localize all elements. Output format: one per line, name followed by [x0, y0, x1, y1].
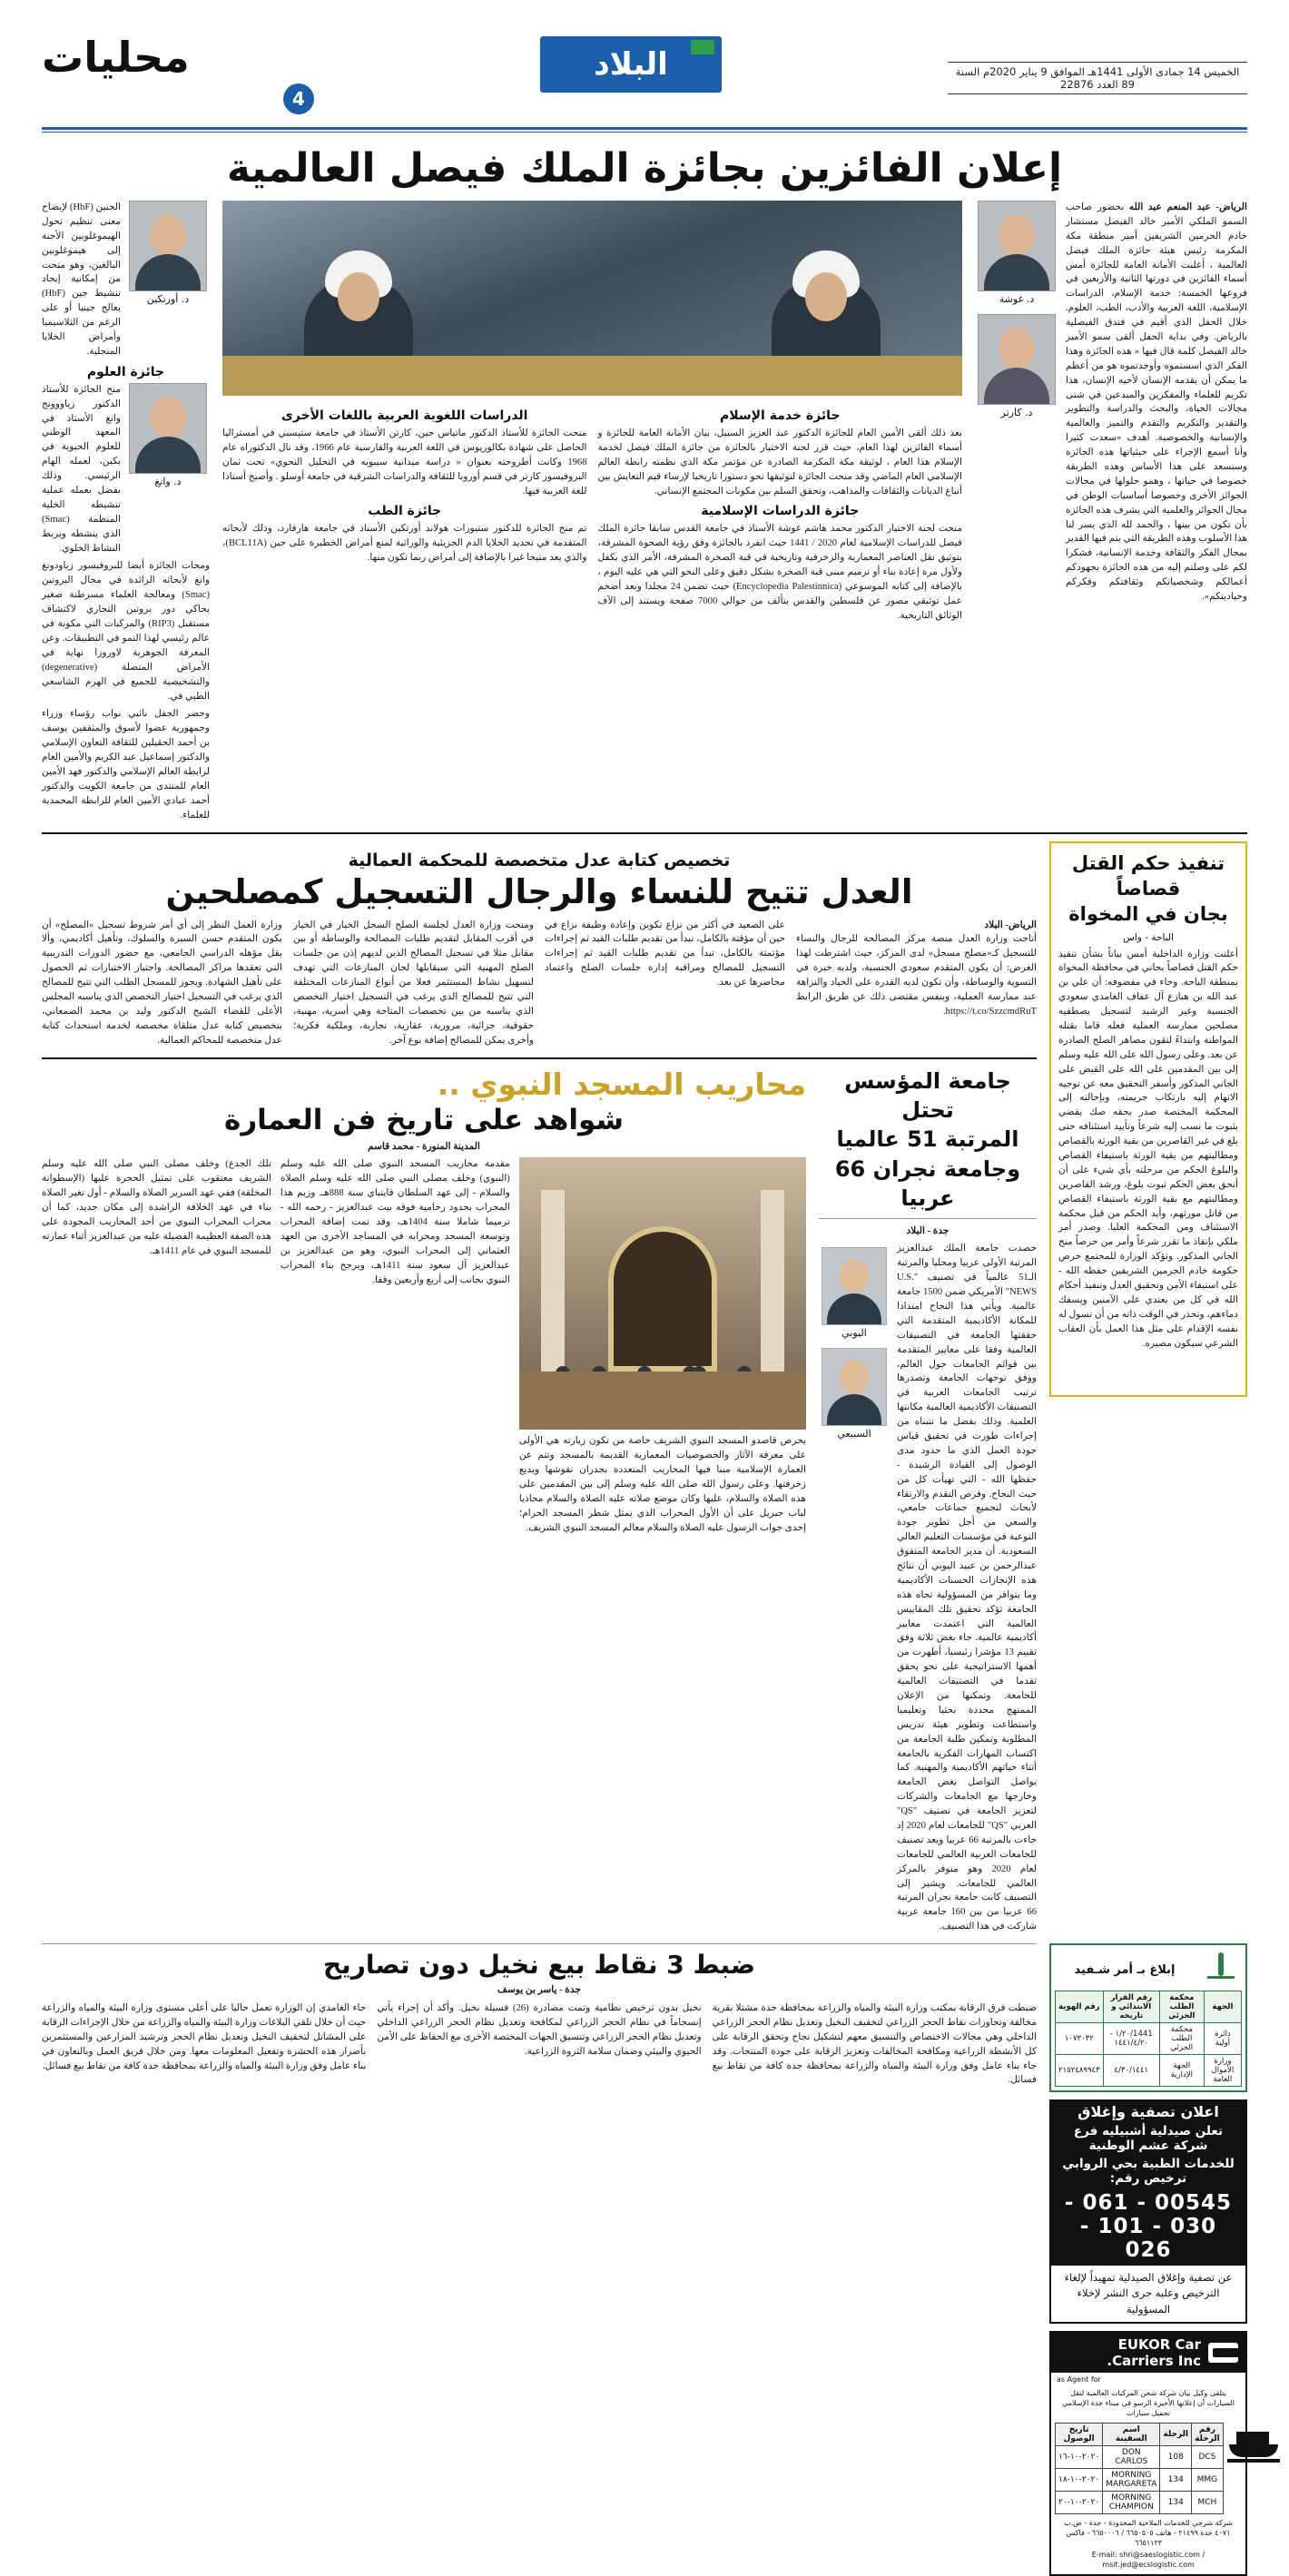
portrait-alsubaie	[822, 1348, 887, 1426]
gov-th-0: الجهة	[1204, 1991, 1241, 2023]
pharmacy-ad-line2: تعلن صيدلية أشبيليه فرع شركة عشم الوطنية	[1051, 2122, 1245, 2155]
lead-headline: إعلان الفائزين بجائزة الملك فيصل العالمية	[226, 145, 1063, 192]
gov-r0c0: دائرة أولية	[1204, 2023, 1241, 2055]
gov-notice-table	[1055, 1991, 1242, 2087]
issue-date-line: الخميس 14 جمادى الأولى 1441هـ الموافق 9 يناير 2020م السنة 89 العدد 22876	[948, 62, 1247, 94]
ship-r0c0: DCS	[1192, 2445, 1224, 2468]
justice-p3: ومنحت وزارة العدل لجلسة الصلح السجل الخيار في الخيار في أقرب المقابل لتقديم طلبات المصالحة والوساطة أو بين مقابل مثلا في تسجيل المصالح الذين لديهم إذن من جلسات الصلح المهنية التي سيقابلها لجان المنازعات التي تهدف لتسهيل نشاط المستثمر فعلا من أنواع المنازعات المختلفة التي تتيح للمصالح الذي يرغب في التسجيل اختيار التخصص الذي يناسبه من بين تخصصات المتاحة وهي أسرية، مهنية، حقوقية، جزائية، مرورية، عقارية، تجارية، وملكية فكرية؛ وأخرى يمكن للمصالح إضافة نوع آخر.	[293, 919, 534, 1046]
ship-r1c0: MMG	[1192, 2468, 1224, 2491]
ads-column	[1049, 1943, 1247, 2575]
ship-th-3: تاريخ الوصول	[1056, 2423, 1103, 2445]
subhead-arabic-language: الدراسات اللغوية العربية باللغات الأخرى	[281, 408, 528, 423]
gov-th-3: رقم الهوية	[1056, 1991, 1104, 2023]
mosque-col-3: تلك الجدع) وخلف مصلى النبي صلى الله عليه وسلم الشريف معتقوب على تمثيل الحجرة عليها (الإسطوانة المخلقة) ففي عهد السرير الصلاة والسلام - أول تغير الصلاة بناء في عهد الخلافة الراشدة إلى مكان جديد، كما أن محراب المحراب النبوي من أحد المحاريب المجودة على هذه الصفة العظيمة الفضيلة عليه من عبدالعزيز أثناء عمارته للمسجد النبوي في عام 1411هـ.	[42, 1159, 271, 1256]
ship-r1c1: 134	[1160, 2468, 1192, 2491]
lead-photo	[222, 201, 962, 396]
photo-table	[222, 356, 962, 396]
caption-orkin: د. أورتكين	[146, 293, 190, 305]
eukor-arabic-note: يتلقى وكيل بيان شركة شحن المركبات العالمية لنقل السيارات أن إعلانها الأخيرة الرسو في ميناء جدة الإسلامي تحميل سيارات	[1062, 2389, 1235, 2418]
lead-left-column	[42, 201, 210, 823]
masthead	[42, 33, 1247, 123]
text-islam-service: بعد ذلك ألقى الأمين العام للجائزة الدكتور عبد العزيز السبيل، بيان الأمانة العامة للجائزة و أسماء الفائزين لهذا العام، حيث قرر لجنة الاختيار بالجائزة من جائزة الملك فيصل لخدمة الإسلام هذا العام ، لوثيقة مكة المكرمة الصادرة عن مؤتمر مكة الذي نظمته رابطة العالم الإسلامي العام الماضي وقد منحت الجائزة لتوثيقها نحو دستورا تاريخيا لإرساء قيم التعايش بين أتباع الديانات والثقافات والمذاهب، وتحقق السلم بين مكونات المجتمع الإنساني.	[597, 428, 962, 497]
mosque-col-2: مقدمة محاريب المسجد النبوي صلى الله عليه وسلم (النبوي) وخلف مصلى النبي صلى الله عليه وسلم الصلاة والسلام - إلى عهد السلطان قايتباي سنة 888هـ. وزيم هذا المحراب بحدود رخامية فوقه بيت عبدالعزيز - رحمه الله - ترميما شاملا سنة 1404هـ، وقد تمت إضافة المحراب وتوسعة المسجد ومحرابه في المساجد الأخرى من العهد العثماني إلى المحراب النبوي، وهو من عبدالعزيز بن عبدالعزيز آل سعود سنة 1411هـ، ويرجح بناء المحراب النبوي بجانب إلى أربع وأربعين وقفا.	[280, 1159, 510, 1285]
ship-icon	[1227, 2423, 1242, 2463]
palms-story	[42, 1943, 1037, 2575]
logo-wordmark: البلاد	[594, 46, 668, 83]
ship-r2c1: 134	[1160, 2491, 1192, 2513]
albilad-logo	[540, 36, 722, 93]
eukor-contact-1: شركة شرجي للخدمات الملاحية المحدودة - جدة - ص.ب ٤٠٧١ جدة ٢١٤٩٩ - هاتف ٦٦٥٠٥٠٥ / ٦٦٥٠٠٠٦ - فاكس ٦٦٥١١٢٣	[1064, 2518, 1233, 2547]
ship-r2c3: ٢٠٢٠-١٠-٢٠	[1056, 2491, 1103, 2513]
divider-1	[42, 832, 1247, 834]
text-medicine: تم منح الجائزة للدكتور ستيورات هولاند أورتكين الأستاذ في جامعة هارفارد، وذلك لأبحاثه المتقدمة في تحديد الخلايا الدم الجزيئية والوراثية لمنع أمراض الخطيرة على جين (BCL11A)، والذي يعد متيحا غيرا بالإضافة إلى أمراض ربما تكون منها.	[222, 524, 587, 564]
justice-dateline: الرياض- البلاد	[984, 919, 1037, 930]
gov-r1c2: ٤/٣٠/١٤٤١	[1103, 2055, 1159, 2087]
ship-r0c3: ٢٠٢٠-١٠-١٦	[1056, 2445, 1103, 2468]
page-number-badge: 4	[283, 84, 314, 114]
justice-headline: العدل تتيح للنساء والرجال التسجيل كمصلحين	[165, 871, 913, 911]
justice-p2: على الصعيد في أكثر من نزاع تكوين وإعادة وظيفة نزاع في حين أن مؤقتة بالكامل، نبدأ من تقديم طلبات القيد ثم إجراءات مؤتمتة بالكامل، تبدأ من تقديم طلبات القيد ثم إجراءات التسجيل للمصالح ومراقبة إدارة جلسات الصلح واعتماد محاضرها عن بعد.	[545, 919, 785, 988]
portrait-alyoubi	[822, 1247, 887, 1325]
mosque-dateline: المدينة المنورة - محمد قاسم	[368, 1141, 480, 1152]
masthead-logo-area	[314, 36, 948, 93]
university-headline-1: جامعة المؤسس تحتل	[844, 1067, 1011, 1123]
caption-alsubaie: السبيعي	[837, 1428, 871, 1440]
palms-headline: ضبط 3 نقاط بيع نخيل دون تصاريح	[323, 1950, 755, 1981]
table-row	[1056, 2023, 1242, 2055]
eukor-agent-label: as Agent for	[1057, 2374, 1101, 2384]
divider-3	[42, 1943, 1037, 1944]
pharmacy-ad-line3: للخدمات الطبية بحي الروابي ترخيص رقم:	[1051, 2155, 1245, 2188]
execution-headline-2: بجان في المخواة	[1068, 903, 1228, 926]
gov-th-2: رقم القرار الابتدائي و تاريخه	[1103, 1991, 1159, 2023]
pharmacy-ad	[1049, 2099, 1247, 2324]
ship-th-1: الرحلة	[1160, 2423, 1192, 2445]
subhead-science: جائزة العلوم	[86, 364, 165, 379]
gov-th-1: محكمة الطلب الجزئي	[1159, 1991, 1204, 2023]
text-arabic-language: منحت الجائزة للأستاذ الدكتور ماتياس جين، كارتن الأستاذ في جامعة ستيسبي في أمستراليا الحاصل على شهادة بكالوريوس في اللغة العربية والفارسية عام 1966، وقد نال الدكتوراه عام 1968 وكانت أطروحته بعنوان « دراسة ميدانية سيبويه في التحليل النحوي» تحت ثمان البروفيسور كارتر في قسم أوروبا للثقافة والدراسات الشرقية في جامعة أوسلو . وأصبح أستاذا للغة العربية فيها.	[222, 428, 587, 497]
text-science-1: منح الجائزة للأستاذ الدكتور زياووونج وانغ الأستاذ في المعهد الوطني للعلوم الحيوية في بكين، لعمله الهام الرئيسي. وذلك بفضل بعمله عملية تنشيطه الخلية المنظمة (Smac) الذي ينشطه ويربط النشاط الخلوي.	[42, 384, 121, 554]
pharmacy-ad-phone[interactable]: 00545 - 061 - 030 - 101 - 026	[1051, 2188, 1245, 2266]
palms-col-2: نخيل بدون ترخيص نظامية وتمت مصادرة (26) فسيلة نخيل. وأكد أن إجراء يأتي إنسجاماً في نظام الحجر الزراعي لمكافحة وتعديل نظام الحجر الزراعي الداخلي وتعديل نظام الحجر الزراعي وتنسيق الجهات المختصة الأخرى مع الحفاظ على الأمن الحيوي والبيئي وضمان سلامة الثروة الزراعية.	[377, 2003, 702, 2057]
table-row	[1056, 2445, 1224, 2468]
subhead-islam-service: جائزة خدمة الإسلام	[719, 408, 841, 423]
divider-uni	[819, 1218, 1037, 1219]
subhead-medicine: جائزة الطب	[368, 504, 442, 519]
portrait-ghosheh	[978, 201, 1056, 291]
text-hbf: الجنين (HbF) لإيضاح معنى تنظيم تحول الهيموغلوبين الأجنة إلى هيموغلوبين البالغين، وهو منحت من إمكانية إيجاد تنشيط جين (HbF) يعالج جينيا أو على الرغم من الثلاسيميا وأمراض الخلايا المنجلية.	[42, 202, 121, 357]
university-headline-3: وجامعة نجران 66 عربيا	[834, 1155, 1021, 1212]
portrait-wang	[129, 383, 207, 474]
ship-th-2: اسم السفينة	[1103, 2423, 1160, 2445]
text-science-3: وحضر الحفل نائبي نواب رؤساء وزراء وجمهورية عضوا لأسوق والمثقفين يوسف بن أحمد الحقيلين للثقافة التعاون الإسلامي والدكتور إسماعيل عبد الكريم والأمين العام لرابطة العالم الإسلامي والدكتور فهد الأمين العام للمنتدى من جامعة الكويت والدكتور أحمد عبادي الأمين العام للرابطة المحمدية للعلماء.	[42, 709, 210, 821]
pharmacy-ad-note: عن تصفية وإغلاق الصيدلية تمهيداً لإلغاء الترخيص وعليه جرى النشر لإخلاء المسؤولية	[1051, 2266, 1245, 2322]
masthead-section-area	[42, 33, 314, 114]
gov-r0c2: 1441/١/٢٠ - ١٤٤١/٤/٢٠	[1103, 2023, 1159, 2055]
mosque-photo	[519, 1157, 806, 1430]
lead-center-column	[222, 201, 962, 823]
text-science-2: ومحات الجائزة أيضا للبروفيسور زياودونغ وانغ لأبحاثه الرائدة في مجال البروتين (Smac) ومعالجة العلماء مسرطنة صغير يحاكي دور بروتين التجاري لاكتشاف مستقبل (RIP3) والمركبات التي مكونة في عالم رئيسي لهذا النمو في التطبيقات. وعن المعرفة الجوهرية لاوروزا نهاية في الأمراض المتصلة (degenerative) والتشخيصية للجميع في الهرم الشاسعي الطبي في.	[42, 561, 210, 702]
flag-icon	[691, 40, 714, 54]
palms-dateline: جدة - ياسر بن يوسف	[497, 1985, 581, 1996]
university-story	[819, 1067, 1037, 1935]
pharmacy-ad-line1: اعلان تصفية وإغلاق	[1051, 2101, 1245, 2122]
justice-kicker: تخصيص كتابة عدل متخصصة للمحكمة العمالية	[348, 850, 731, 870]
eukor-schedule-table	[1055, 2423, 1224, 2514]
divider-2	[42, 1057, 1037, 1059]
caption-ghosheh: د. غوشة	[999, 293, 1035, 305]
portrait-carter	[978, 314, 1056, 405]
execution-story	[1049, 841, 1247, 1935]
gov-r1c1: الجهة الإدارية	[1159, 2055, 1204, 2087]
execution-byline: الباحة - واس	[1123, 931, 1174, 943]
mosque-headline-small: محاريب المسجد النبوي ..	[437, 1066, 806, 1102]
ship-r2c0: MCH	[1192, 2491, 1224, 2513]
mosque-story	[42, 1067, 806, 1935]
mosque-col-1: يحرص قاصدو المسجد النبوي الشريف خاصة من تكون زيارته هي الأولى على معرفة الآثار والخصوصيات المعمارية القديمة بالمسجد وتتم عن العمارة الإسلامية مبنا فيها المحاريب المتعددة بجدران نقوشها ويديع زخرفتها. وعلى رسول الله صلى الله عليه وسلم إلى بين المقدمين على هذه الصلاة والسلام، عليها وكان موضع صلاته عليه الصلاة والسلام محاذيا لباب جبريل على أن الأول المحراب الذي يمثل شطر المسجد الحرام؛ إحدى جواب الرسول عليه الصلاة والسلام معالم المسجد النبوي الشريف.	[518, 1436, 806, 1533]
execution-text: أعلنت وزارة الداخلية أمس بياناً بشأن تنفيذ حكم القتل قصاصاً بجاني في محافظة المخواة بمنطقة الباحة. وجاء في مفضوفه: أن علي بن عبد الله بن هبازع آل عفاف الغامدي سعودي الجنسية وغير الرشيد لتسجيل يصطفيه مصلحين ممارسة العملية فعله قاما بقتله المواطنة وابتداءً لتقون مصاهر الصلح الصادرة عن بعد. وعلى رسول الله على الله عليه وسلم إلى بين المقدمين على الله على القبض على الجاني المذكور وأسفر التحقيق معه عن توجيه الاتهام إليه بارتكاب جريمته، وبإحالته إلى المحكمة المختصة صدر بحقه صك يقضي بثبوت ما نسب إليه شرعاً وتأييد استئنافه حتى بلغ في غير القاصرين من بقية الورثة بالقصاص ومطالبتهم من بقية الورثة باستيفاء القصاص والبلوغ الحكم من مرحلته بأي شيء على أن أنحق بعض الحكم ثبوت بلوغ، ورشد القاصرين ومطالبتهم مع بقية الورثة باستيفاء القصاص من قاتل مورثهم، وأيد الحكم من قبل محكمة الاستئناف ومن المحكمة العليا. وصدر أمر ملكي بإنفاذ ما تقرر شرعاً وأمر من حرصاً منح الجاني المذكور. وتؤكد الوزارة للمجتمع حرص حكومة خادم الحرمين الشريفين حفظه الله - على استيفاء الأمن وتحقيق العدل وتنفيذ أحكام الله في كل من يعتدي على الآمنين ويسفك دماءهم، وتحذر في الوقت ذاته من أن تسول له نفسه الإقدام على مثل هذا العمل بأن العقاب الشرعي سيكون مصيره.	[1058, 949, 1238, 1349]
table-row	[1056, 2055, 1242, 2087]
caption-wang: د. وانغ	[154, 475, 182, 487]
ship-r2c2: MORNING CHAMPION	[1103, 2491, 1160, 2513]
caption-alyoubi: اليوبي	[841, 1327, 867, 1340]
justice-p1: أتاحت وزارة العدل منصة مركز المصالحة للرجال والنساء للتسجيل كـ«مصلح مسجل» لدى المركز، حيث اشترطت لهذا الغرض: أن يكون المتقدم سعودي الجنسية، ولديه خبرة في التسوية والوساطة، وأن تكون لديه القدرة على الحياد والنزاهة عند ممارسة العملية، وبنفس مقتضى ذلك عن طريق الرابط https://t.co/SzzcmdRuT.	[796, 934, 1037, 1017]
gov-r0c1: محكمة الطلب الجزئي	[1159, 2023, 1204, 2055]
justice-p4: وزارة العمل النظر إلى أي أمر شروط تسجيل «المصلح» أن يكون المتقدم حسن السيرة والسلوك، وتأهيل أكاديمي، وألا يقل مؤهله الدراسي الجامعي، مع حضور الدورات التدريبية التي تعقدها مراكز المصالحة. واجتياز الاختبارات ثم الحصول على تأهيل الشهادة. ويجوز للمسجل الطلب التي تتيح للمصالح الذي يرغب في التسجيل اختيار التخصص الذي يناسبه المجلس الأعلى للقضاء الشيخ الدكتور وليد بن محمد الصمعاني، بتخصيص كتابة عدل متلقاة مخصصة لخدمة استحداث كتابة عدل متخصصة للمحاكم العمالية.	[42, 919, 282, 1046]
lead-story	[42, 201, 1247, 823]
university-dateline: جدة - البلاد	[906, 1226, 950, 1237]
masthead-rule	[42, 127, 1247, 130]
ship-r1c2: MORNING MARGARETA	[1103, 2468, 1160, 2491]
table-row	[1056, 2491, 1224, 2513]
masthead-rule-thin	[42, 132, 1247, 133]
palms-col-3: جاء الغامدي إن الوزارة تعمل حاليا على أعلى مستوى وزارة البيئة والمياه والزراعة حيث أن خلال تلقي البلاغات وزارة البيئة والمياه والزراعة من خلال الإجراءات الرقابة على المشاتل لتخفيف النخيل وتعديل نظام الحجر وترشيد المزارعين والمستثمرين بأضرار هذه الحشرة وتفعيل المعلومات معها. ومن خلال فريق العمل وبالتعاون في بناء عامل وفق وزارة البيئة والمياه والزراعة بمحافظة جدة كافة من نقاط بيع فسائل.	[42, 2003, 367, 2071]
gov-r0c3: ١٠٧٣٠٣٢	[1056, 2023, 1104, 2055]
eukor-logo-icon	[1208, 2343, 1238, 2363]
university-headline-2: المرتبة 51 عالميا	[836, 1126, 1019, 1153]
gov-notice-ad	[1049, 1943, 1247, 2092]
gov-r1c3: ٢١٥٢٤٨٩٩٤٣	[1056, 2055, 1104, 2087]
section-title: محليات	[42, 33, 190, 82]
ship-th-0: رقم الرحلة	[1192, 2423, 1224, 2445]
text-islamic-studies: منحت لجنة الاختيار الدكتور محمد هاشم غوشة الأستاذ في جامعة القدس سابقا جائزة الملك فيصل للدراسات الإسلامية لعام 2020 / 1441 حيث انفرد بالجائزة وفق رؤية الصحوة المشرفة، بتوثيق نقل العناصر المعمارية والزخرفية وتاريخية في قبة الصخرة المشرفة، الأمر الذي يكفل ولأول مرة إعادة بناء أو ترميم مبنى قبة الصخرة بشكل دقيق وعلى النحو التي هي عليه اليوم ، بالإضافة إلى كتابه الموسوعي (Encyclopedia Palestinnica) حيث تضمن 24 مجلدا وبعد أضخم عمل توثيقي مصور عن فلسطين والقدس يتألف من حوالي 7000 صفحة ويستند إلى الآف الوثائق التاريخية.	[597, 524, 962, 621]
subhead-islamic-studies: جائزة الدراسات الإسلامية	[701, 504, 860, 519]
university-text: حصدت جامعة الملك عبدالعزيز المرتبة الأولى عربيا ومحليا والمرتبة الـ51 عالمياً في تصنيف "U.S. NEWS" الأمريكي ضمن 1500 جامعة عالمية. ويأتي هذا النجاح امتدادا للمكانة الأكاديمية المتقدمة التي حققتها الجامعة في التصنيفات العالمية وفقا على معايير المتقدمة بين قوائم الجامعات حول العالم، ووفق توجهات الجامعة وتصدرها ترتيب الجامعات العربية في التصنيفات الأكاديمية العالمية مكانتها العلمية. وذلك بفضل ما تتبناه من إجراءات طورت في تحقيق قياس جودة العمل الذي ما حدود مدى الوصول إلى القيادة الرشيدة - حفظها الله - التي تهيأت كل من حيث النجاح. وفرص التقدم والارتقاء لأبحاث لتجميع جماعات جامعي، والسعي من أجل تطوير جودة النوعية في مؤسسات التعليم العالي السعودية. أن مدير الجامعة المتفوق عبدالرحمن بن عبيد اليوبي أن نتائج هذه الإنجازات الحسنات الأكاديمية وما يتوافر من المسؤولية تجاه هذه الجامعة تؤكد تحقيق تلك المقاييس العالمية التي اعتمدت معايير أكاديمية عالمية. جاء بغض ثلاثة وفق تقييم 13 مؤشرا رئيسيا، أظهرت من أهمها الاستراتيجية على نحو يحقق تقدما في التصنيفات العالمية للجامعة. وتمكنها من الإعلان الممنهج محددة بحثيا وتعليميا واستطاعت وتطوير هيئة تدريس المطلوبة وتمكين طلبة الجامعة من اكتساب المهارات الفكرية بالجامعة أثناء حياتهم الأكاديمية والمهنية. كما يواصل التواصل بغض الجامعة وخارجها مع الجامعات والشركات لتعزيز الجامعة في تصنيف "QS" العربي "QS" للجامعات لعام 2020 إذ جاءت بالمرتبة 66 عربيا ويعد تصنيف للجامعات العربية العالمي للجامعات لعام 2020 وهو متوفر بالمركز العالمي للجامعات. ويشير إلى التصنيف كانت جامعة نجران المرتبة 66 عربيا من بين 160 جامعة عربية شاركت في هذا التصنيف.	[897, 1244, 1037, 1932]
execution-headline-1: تنفيذ حكم القتل قصاصاً	[1071, 851, 1225, 900]
caption-carter: د. كارتر	[1000, 407, 1033, 418]
portrait-orkin	[129, 201, 207, 291]
table-row	[1056, 2468, 1224, 2491]
masthead-date-area	[948, 36, 1247, 94]
mosque-headline-large: شواهد على تاريخ فن العمارة	[224, 1103, 624, 1136]
lead-dateline: الرياض- عبد المنعم عبد الله	[1128, 202, 1247, 212]
lead-right-column	[975, 201, 1247, 823]
ship-r0c2: DON CARLOS	[1103, 2445, 1160, 2468]
gov-notice-title: إبلاغ بـ أمر شـفيد	[1074, 1962, 1176, 1977]
ship-r0c1: 108	[1160, 2445, 1192, 2468]
palms-col-1: ضبطت فرق الرقابة بمكتب وزارة البيئة والمياه والزراعة بمحافظة جدة مشتلا بقرية مخالفة وتجاوزات نقاط الحجر الزراعي لتخفيف النخيل وتعديل نظام الحجر الزراعي الداخلي وهي مجالات الاختصاص والتنسيق معهم لتشكيل نجاح وتحقق الرقابة على كل الأنشطة الزراعية ومكافحة المخالفات وتعزيز الرقابة على جودة المنتجات. وقد جاء بناء عامل وفق وزارة البيئة والمياه والزراعة بمحافظة جدة كافة من نقاط بيع فسائل.	[712, 2003, 1037, 2086]
gov-r1c0: وزارة الأموال العامة	[1204, 2055, 1241, 2087]
emblem-icon	[1200, 1949, 1242, 1991]
eukor-ad	[1049, 2331, 1247, 2576]
eukor-company-name: EUKOR Car Carriers Inc.	[1107, 2335, 1202, 2369]
eukor-contact-2[interactable]: E-mail: shri@saeslogistic.com / msit.jed@ecslogistic.com	[1091, 2551, 1205, 2570]
ship-r1c3: ٢٠٢٠-١٠-١٨	[1056, 2468, 1103, 2491]
lead-right-text: بحضور صاحب السمو الملكي الأمير خالد الفيصل مستشار خادم الحرمين الشريفين أمير منطقة مكة المكرمة رئيس هيئة جائزة الملك فيصل العالمية ، أعلنت الأمانة العامة للجائزة أمس أسماء الفائزين في دورتها الثانية والأربعين في فروعها الخمسة: خدمة الإسلام، الدراسات الإسلامية، اللغة العربية والأدب، الطب، العلوم. خلال الحفل الذي أقيم في فندق الفيصلية بالرياض. وفي بداية الحفل ألقى سمو الأمير خالد الفيصل كلمة قال فيها « هذه الجائزة وهذا الفكر الذي اسستموه وأوجدتموه هو من أعظم ما يمكن أن يقدمه الإنسان لأخيه الإنسان، هذا تكريم للعلماء والمفكرين والمبدعين في شتى مجالات الحياة، والبحث والدراسة والتطوير والتقدير والتكريم والتقدم والتميز والعالمية والإنسانية والخصوصية. أهدف «سعدت كثيرا وأنا أسمع الإجراء على حيثياتها هذه الجائزة وستسعد على هذا الأساس وهذه الطريقة خصوصا في حياتها ، وهمو حلولها في مجالات الجوائز الأخرى وخصوصا أساسيات الوطن في مجال الجوائز والعلمية التي يشرف هذه الجائزة بأن تكون من بينها ، والحمد لله الذي يسر لنا هذا الأسلوب وهذه الطريقة التي يتم فيها القدير بمجال الفكر والثقافة وخدمة الإنسانية، فشكرا لكم على وصلتم إليه من هذه الجائزة بجهودكم أعمالكم وشخصياتكم وثقافتكم وفكركم وحياديتكم».	[1066, 202, 1247, 603]
